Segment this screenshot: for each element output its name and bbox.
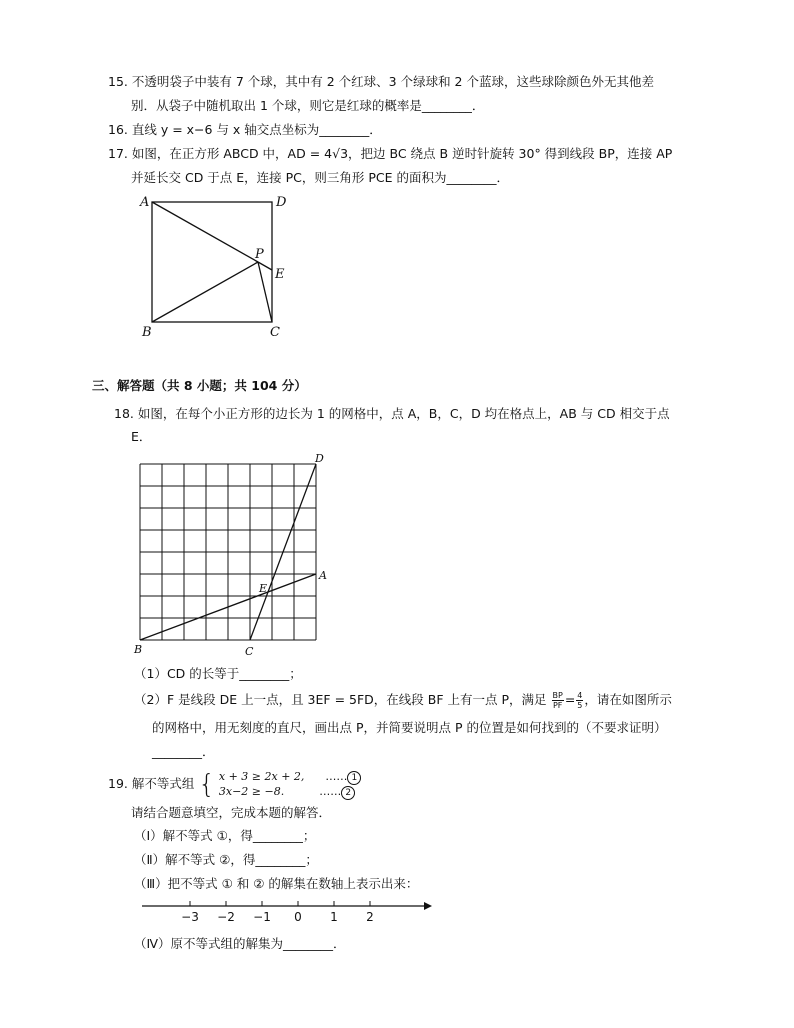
tag-2-dots: ……: [319, 784, 342, 798]
grid-label-b: B: [134, 643, 143, 656]
q17-line1: 17. 如图，在正方形 ABCD 中，AD = 4√3，把边 BC 绕点 B 逆时针旋转 30° 得到线段 BP，连接 AP: [108, 146, 673, 161]
ineq-1: x + 3 ≥ 2x + 2,: [218, 769, 305, 783]
q19-step4: （Ⅳ）原不等式组的解集为________．: [134, 936, 346, 951]
circled-1: 1: [347, 771, 361, 785]
ineq-2: 3x−2 ≥ −8.: [218, 784, 285, 798]
label-e: E: [275, 267, 285, 282]
q16-text: 16. 直线 y = x−6 与 x 轴交点坐标为________．: [108, 122, 382, 137]
label-p: P: [255, 247, 264, 262]
q18-part2-line3: ________．: [152, 744, 215, 759]
square-abcd: [152, 202, 272, 322]
q15-line1: 15. 不透明袋子中装有 7 个球，其中有 2 个红球、3 个绿球和 2 个蓝球，这些球除颜色外无其他差: [108, 74, 654, 89]
q18-part1: （1）CD 的长等于________；: [134, 666, 302, 681]
label-d: D: [276, 195, 287, 210]
fraction-bp-pf: $\frac{BP}{PF}$: [552, 691, 563, 710]
fraction-4-5: $\frac{4}{5}$: [577, 691, 583, 710]
q18-grid-figure: [128, 452, 338, 662]
q19-intro: 请结合题意填空，完成本题的解答．: [131, 805, 332, 820]
label-b: B: [142, 325, 152, 340]
axis-tick-label: 2: [366, 910, 374, 924]
frac-equals: =: [564, 692, 576, 707]
q19-step1: （Ⅰ）解不等式 ①，得________；: [134, 828, 316, 843]
grid-label-c: C: [245, 645, 254, 658]
segment-bp: [152, 262, 258, 322]
brace: {: [198, 769, 215, 800]
grid-label-a: A: [319, 569, 327, 582]
q19-header: [108, 768, 361, 801]
axis-tick-label: 0: [294, 910, 302, 924]
q18-part2-a: （2）F 是线段 DE 上一点，且 3EF = 5FD，在线段 BF 上有一点 P，满足: [134, 692, 547, 707]
q18-part2: [134, 690, 672, 710]
axis-tick-label: −2: [217, 910, 235, 924]
label-a: A: [140, 195, 150, 210]
axis-tick-label: −1: [253, 910, 271, 924]
number-line: [138, 896, 438, 926]
q17-figure: [138, 190, 298, 350]
q17-line2: 并延长交 CD 于点 E，连接 PC，则三角形 PCE 的面积为________．: [131, 170, 510, 185]
q19-label: 19. 解不等式组: [108, 776, 195, 791]
axis-tick-label: 1: [330, 910, 338, 924]
segment-ap: [152, 202, 258, 262]
circled-2: 2: [341, 786, 355, 800]
q15-line2: 别．从袋子中随机取出 1 个球，则它是红球的概率是________．: [131, 98, 485, 113]
arrow-head-icon: [424, 902, 432, 910]
grid-label-e: E: [259, 582, 268, 595]
axis-tick-label: −3: [181, 910, 199, 924]
section-title: 三、解答题（共 8 小题；共 104 分）: [92, 378, 307, 393]
segment-pc: [258, 262, 272, 322]
label-c: C: [270, 325, 280, 340]
q18-part2-line2: 的网格中，用无刻度的直尺，画出点 P，并简要说明点 P 的位置是如何找到的（不要求证明）: [152, 720, 667, 735]
q18-line2: E．: [131, 429, 152, 444]
inequality-system: [219, 770, 362, 800]
q19-step3: （Ⅲ）把不等式 ① 和 ② 的解集在数轴上表示出来：: [134, 876, 419, 891]
grid-label-d: D: [315, 452, 324, 465]
q19-step2: （Ⅱ）解不等式 ②，得________；: [134, 852, 318, 867]
q18-line1: 18. 如图，在每个小正方形的边长为 1 的网格中，点 A，B，C，D 均在格点上，AB 与 CD 相交于点: [114, 406, 670, 421]
q18-part2-b: ，请在如图所示: [584, 692, 672, 707]
tag-1-dots: ……: [325, 769, 348, 783]
